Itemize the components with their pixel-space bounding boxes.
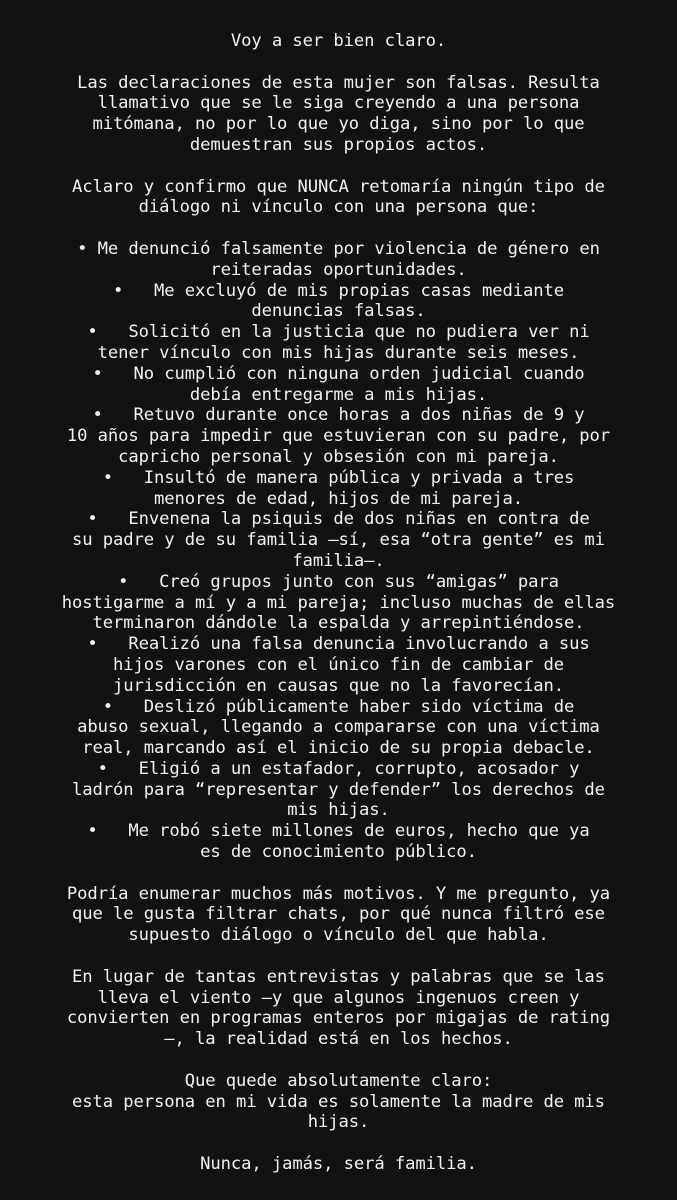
bullet-item-line <box>0 759 677 780</box>
bullet-item-line <box>0 468 677 489</box>
media-line: —, la realidad está en los hechos. <box>164 1029 513 1050</box>
intro-line: llamativo que se le siga creyendo a una persona <box>97 93 580 114</box>
bullet-item-line <box>0 613 677 634</box>
bullet-item-line <box>0 780 677 801</box>
paragraph-gap <box>0 946 677 967</box>
bullet-spacing <box>87 239 97 259</box>
bullet-spacing <box>98 509 129 529</box>
clear-line: Que quede absolutamente claro: <box>184 1070 493 1091</box>
bullet-spacing <box>113 468 144 488</box>
bullet-text: reiteradas oportunidades. <box>210 259 467 280</box>
bullet-text: Deslizó públicamente haber sido víctima de <box>143 696 575 717</box>
paragraph-gap <box>0 156 677 177</box>
bullet-item-line <box>0 301 677 322</box>
paragraph-gap <box>0 1133 677 1154</box>
bullet-marker: • <box>102 467 114 488</box>
bullet-item-line <box>0 593 677 614</box>
bullet-text: es de conocimiento público. <box>200 842 477 863</box>
bullet-item-line <box>0 489 677 510</box>
confirm-line: Aclaro y confirmo que NUNCA retomaría ningún tipo de <box>72 176 605 197</box>
bullet-marker: • <box>87 821 98 842</box>
bullet-item-line <box>0 572 677 593</box>
reasons-line: que le gusta filtrar chats, por qué nunca filtró ese <box>72 904 605 925</box>
bullet-spacing <box>98 322 129 342</box>
bullet-text: tener vínculo con mis hijas durante seis meses. <box>97 342 580 363</box>
bullet-text: Me excluyó de mis propias casas mediante <box>154 280 564 301</box>
paragraph-gap <box>0 52 677 73</box>
bullet-text: terminaron dándole la espalda y arrepintiéndose. <box>92 613 585 634</box>
clear-line: hijas. <box>307 1112 370 1133</box>
bullet-marker: • <box>77 238 88 259</box>
bullet-item-line <box>0 551 677 572</box>
bullet-item-line <box>0 343 677 364</box>
intro-line: mitómana, no por lo que yo diga, sino por lo que <box>92 114 585 135</box>
bullet-text: real, marcando así el inicio de su propia debacle. <box>82 738 595 759</box>
intro-line: demuestran sus propios actos. <box>189 134 488 155</box>
bullet-spacing <box>103 405 134 425</box>
bullet-item-line <box>0 239 677 260</box>
bullet-spacing <box>108 759 139 779</box>
bullet-text: debía entregarme a mis hijas. <box>189 384 488 405</box>
bullet-text: Solicitó en la justicia que no pudiera ver ni <box>128 322 590 343</box>
bullet-text: denuncias falsas. <box>251 301 426 322</box>
bullet-item-line <box>0 364 677 385</box>
bullet-item-line <box>0 676 677 697</box>
bullet-item-line <box>0 655 677 676</box>
bullet-item-line <box>0 260 677 281</box>
bullet-item-line <box>0 634 677 655</box>
reasons-line: supuesto diálogo o vínculo del que habla. <box>128 925 549 946</box>
bullet-text: Creó grupos junto con sus “amigas” para <box>159 571 559 592</box>
bullet-item-line <box>0 821 677 842</box>
bullet-item-line <box>0 281 677 302</box>
bullet-marker: • <box>102 696 114 717</box>
bullet-marker: • <box>92 363 103 384</box>
bullet-item-line <box>0 697 677 718</box>
bullet-text: Eligió a un estafador, corrupto, acosador y <box>138 758 580 779</box>
bullet-marker: • <box>118 571 129 592</box>
bullet-marker: • <box>97 758 108 779</box>
bullet-text: abuso sexual, llegando a compararse con una víctima <box>77 717 600 738</box>
bullet-spacing <box>113 697 144 717</box>
bullet-marker: • <box>113 280 124 301</box>
bullet-text: 10 años para impedir que estuvieran con su padre, por <box>66 426 611 447</box>
bullet-text: hostigarme a mí y a mi pareja; incluso muchas de ellas <box>61 592 616 613</box>
bullet-item-line <box>0 738 677 759</box>
bullet-text: Me robó siete millones de euros, hecho que ya <box>128 821 590 842</box>
bullet-spacing <box>128 572 159 592</box>
bullet-item-line <box>0 842 677 863</box>
bullet-text: menores de edad, hijos de mi pareja. <box>154 488 523 509</box>
bullet-text: familia—. <box>292 550 385 571</box>
media-line: lleva el viento —y que algunos ingenuos creen y <box>97 987 580 1008</box>
closing-line: Nunca, jamás, será familia. <box>200 1154 477 1175</box>
bullet-text: Realizó una falsa denuncia involucrando a sus <box>128 634 590 655</box>
bullet-spacing <box>103 364 134 384</box>
paragraph-gap <box>0 863 677 884</box>
bullet-marker: • <box>87 509 98 530</box>
bullet-item-line <box>0 800 677 821</box>
bullet-spacing <box>123 281 154 301</box>
bullet-text: jurisdicción en causas que no la favorecían. <box>113 675 564 696</box>
statement-text <box>0 31 677 1175</box>
bullet-item-line <box>0 322 677 343</box>
bullet-text: mis hijas. <box>287 800 390 821</box>
bullet-item-line <box>0 405 677 426</box>
bullet-text: Insultó de manera pública y privada a tres <box>143 467 575 488</box>
reasons-line: Podría enumerar muchos más motivos. Y me pregunto, ya <box>66 883 611 904</box>
bullet-item-line <box>0 509 677 530</box>
bullet-text: Retuvo durante once horas a dos niñas de 9 y <box>133 405 585 426</box>
bullet-item-line <box>0 447 677 468</box>
bullet-spacing <box>98 634 129 654</box>
confirm-line: diálogo ni vínculo con una persona que: <box>138 197 539 218</box>
media-line: En lugar de tantas entrevistas y palabras que se las <box>72 966 605 987</box>
intro-line: Las declaraciones de esta mujer son falsas. Resulta <box>77 72 600 93</box>
bullet-text: Me denunció falsamente por violencia de género en <box>97 238 600 259</box>
bullet-text: ladrón para “representar y defender” los derechos de <box>72 779 605 800</box>
bullet-text: No cumplió con ninguna orden judicial cuando <box>133 363 585 384</box>
bullet-marker: • <box>87 634 98 655</box>
paragraph-gap <box>0 1050 677 1071</box>
bullet-marker: • <box>92 405 103 426</box>
bullet-text: Envenena la psiquis de dos niñas en contra de <box>128 509 590 530</box>
statement-title: Voy a ser bien claro. <box>230 31 447 51</box>
bullet-item-line <box>0 426 677 447</box>
clear-line: esta persona en mi vida es solamente la madre de mis <box>72 1091 605 1112</box>
bullet-text: su padre y de su familia —sí, esa “otra gente” es mi <box>72 530 605 551</box>
paragraph-gap <box>0 218 677 239</box>
bullet-item-line <box>0 530 677 551</box>
media-line: convierten en programas enteros por migajas de rating <box>66 1008 611 1029</box>
bullet-item-line <box>0 717 677 738</box>
bullet-text: capricho personal y obsesión con mi pareja. <box>118 446 559 467</box>
bullet-marker: • <box>87 322 98 343</box>
bullet-text: hijos varones con el único fin de cambiar de <box>113 654 564 675</box>
bullet-spacing <box>98 821 129 841</box>
bullet-item-line <box>0 385 677 406</box>
